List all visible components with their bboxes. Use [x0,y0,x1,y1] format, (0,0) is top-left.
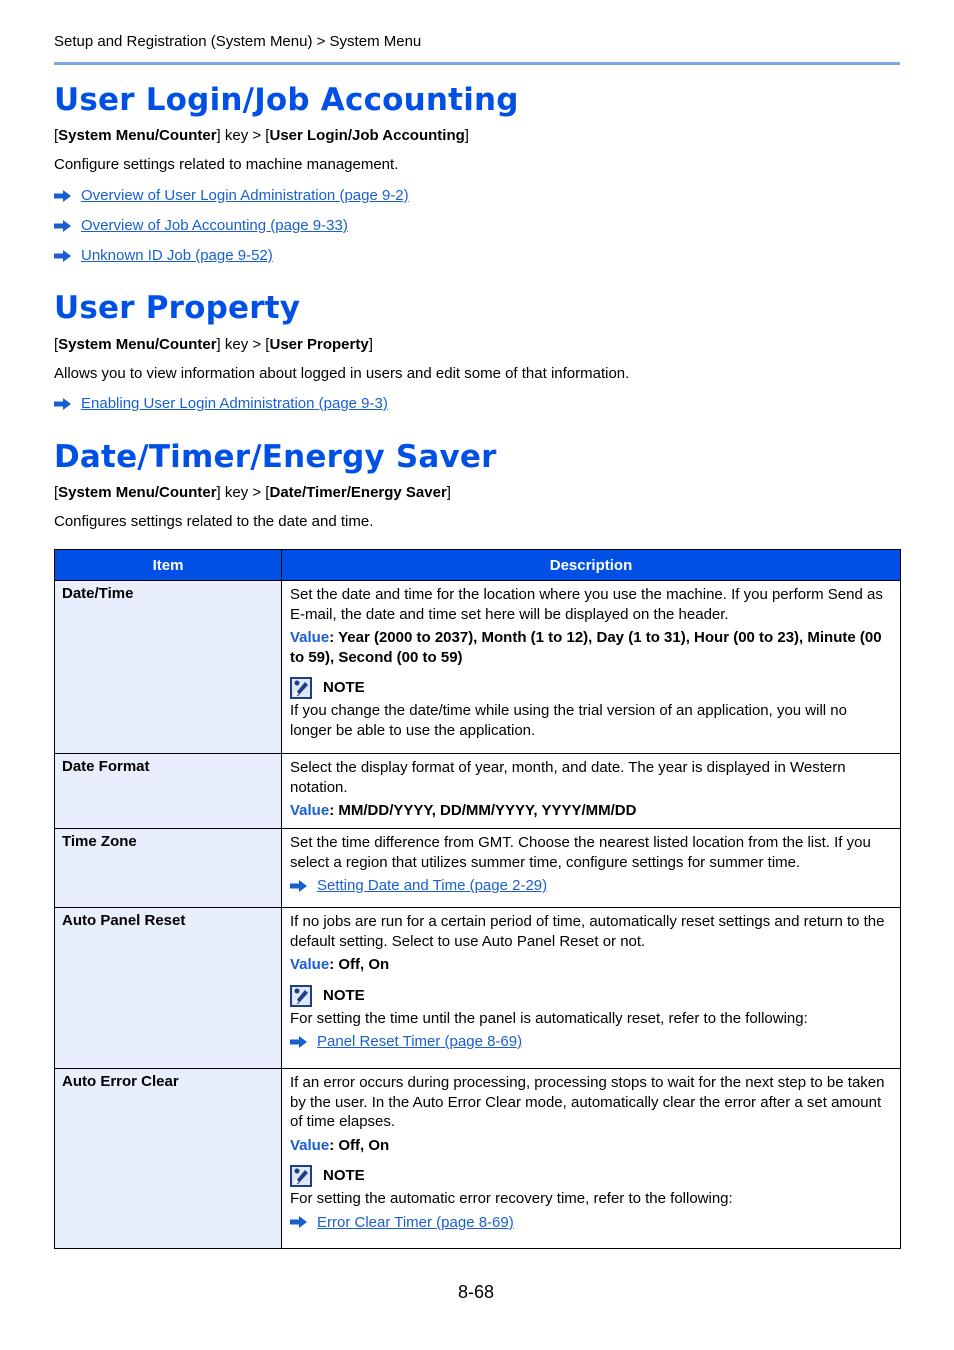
value-line [290,801,892,821]
row-item-label: Date Format [55,754,282,829]
column-header-item: Item [55,550,282,581]
value-line [290,628,892,667]
reference-link[interactable] [54,187,409,204]
arrow-right-icon [54,398,71,410]
reference-link[interactable] [290,876,892,896]
note-text: If you change the date/time while using the trial version of an application, you will no longer be able to use the application. [290,702,847,739]
value-text: : Off, On [329,1136,390,1154]
breadcrumb: Setup and Registration (System Menu) > System Menu [54,33,422,50]
section-description: Configures settings related to the date and time. [54,513,374,530]
value-text: : MM/DD/YYYY, DD/MM/YYYY, YYYY/MM/DD [329,802,637,819]
link-panel-reset-timer[interactable]: Panel Reset Timer (page 8-69) [317,1033,523,1050]
note-icon [290,677,312,699]
key-path: [System Menu/Counter] key > [User Login/Job Accounting] [54,127,469,144]
reference-link[interactable] [290,1032,892,1052]
value-label: Value [290,1136,330,1154]
link-error-clear-timer[interactable]: Error Clear Timer (page 8-69) [317,1213,514,1231]
note-heading [290,677,892,699]
link-overview-user-login[interactable]: Overview of User Login Administration (page 9-2) [81,187,409,204]
link-overview-job-accounting[interactable]: Overview of Job Accounting (page 9-33) [81,217,348,234]
description-text: Set the date and time for the location where you use the machine. If you perform Send as E-mail, the date and time set here will be displayed on the header. [290,586,883,623]
row-description [282,754,901,829]
arrow-right-icon [54,220,71,232]
row-description [282,581,901,754]
note-label: NOTE [323,1167,365,1185]
page-number: 8-68 [458,1282,495,1302]
description-text: If no jobs are run for a certain period of time, automatically reset settings and return to the default setting. Select to use Auto Panel Reset or not. [290,913,885,950]
row-description [282,1069,901,1249]
value-label: Value [290,802,330,819]
reference-link[interactable] [290,1213,892,1233]
row-item-label: Time Zone [55,829,282,908]
row-item-label: Auto Error Clear [55,1069,282,1249]
table-header-row [55,550,901,581]
note-icon [290,1165,312,1187]
value-label: Value [290,629,330,646]
key-path: [System Menu/Counter] key > [User Property] [54,336,373,353]
row-item-label: Auto Panel Reset [55,908,282,1069]
value-text: : Year (2000 to 2037), Month (1 to 12), Day (1 to 31), Hour (00 to 23), Minute (00 to 59), Second (00 to 59) [290,629,882,666]
value-text: : Off, On [329,956,390,973]
table-row [55,829,901,908]
table-row [55,754,901,829]
header-rule [54,62,900,65]
value-label: Value [290,956,330,973]
link-enabling-user-login[interactable]: Enabling User Login Administration (page 9-3) [81,395,388,412]
table-row [55,908,901,1069]
note-icon [290,985,312,1007]
note-heading [290,1165,892,1187]
row-item-label: Date/Time [55,581,282,754]
section-title-user-login: User Login/Job Accounting [54,82,519,118]
link-setting-date-time[interactable]: Setting Date and Time (page 2-29) [317,877,548,894]
section-title-date-timer: Date/Timer/Energy Saver [54,439,497,475]
section-title-user-property: User Property [54,290,301,326]
description-text: If an error occurs during processing, processing stops to wait for the next step to be taken by the user. In the Auto Error Clear mode, automatically clear the error after a set amount of time elapses. [290,1074,885,1130]
arrow-right-icon [290,1036,307,1048]
table-row [55,581,901,754]
value-line [290,955,892,975]
column-header-description: Description [282,550,901,581]
key-path: [System Menu/Counter] key > [Date/Timer/Energy Saver] [54,484,451,501]
table-row [55,1069,901,1249]
note-heading [290,985,892,1007]
reference-link[interactable] [54,247,273,264]
note-text: For setting the time until the panel is automatically reset, refer to the following: [290,1009,808,1027]
description-text: Set the time difference from GMT. Choose the nearest listed location from the list. If you select a region that utilizes summer time, configure settings for summer time. [290,834,871,871]
reference-link[interactable] [54,395,388,412]
section-description: Configure settings related to machine management. [54,156,399,173]
link-unknown-id-job[interactable]: Unknown ID Job (page 9-52) [81,247,273,264]
arrow-right-icon [54,250,71,262]
description-text: Select the display format of year, month, and date. The year is displayed in Western notation. [290,759,846,796]
section-description: Allows you to view information about logged in users and edit some of that information. [54,365,630,382]
settings-table [54,549,901,1249]
note-label: NOTE [323,986,365,1004]
reference-link[interactable] [54,217,348,234]
arrow-right-icon [54,190,71,202]
note-text: For setting the automatic error recovery time, refer to the following: [290,1190,733,1207]
arrow-right-icon [290,880,307,892]
row-description [282,908,901,1069]
arrow-right-icon [290,1216,307,1228]
row-description [282,829,901,908]
note-label: NOTE [323,679,365,697]
value-line [290,1136,892,1156]
